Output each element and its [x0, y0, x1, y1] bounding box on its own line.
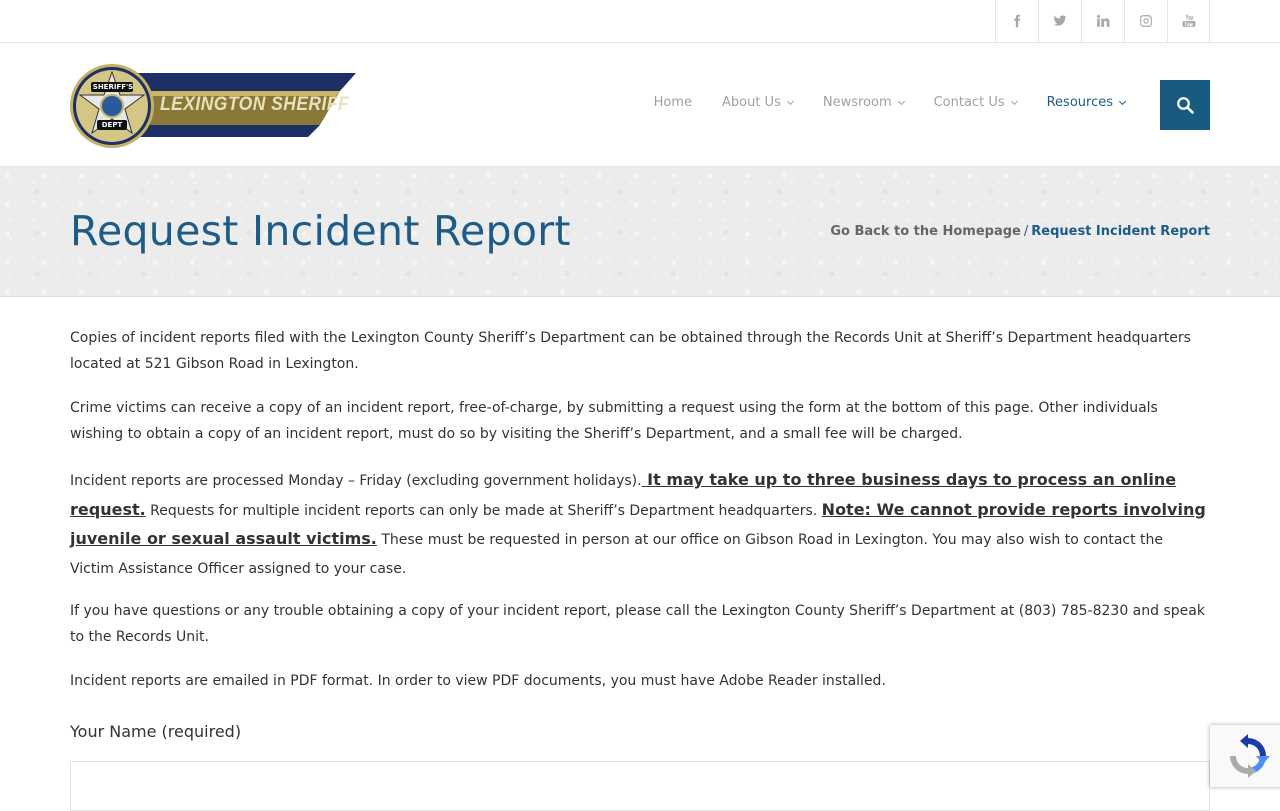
page-title-band — [0, 167, 1280, 297]
processing-text-e: These must be requested in person at our office on Gibson Road in Lexington. You may also wish to contact the Victim Assistance Officer assigned to your case. — [70, 532, 1164, 577]
chevron-down-icon — [787, 97, 794, 104]
twitter-link[interactable] — [1038, 0, 1081, 42]
nav-home[interactable] — [654, 95, 692, 110]
name-input[interactable] — [70, 761, 1210, 811]
name-field-label: Your Name (required) — [70, 722, 242, 741]
search-button[interactable] — [1160, 80, 1210, 130]
site-header — [0, 43, 1280, 167]
breadcrumb-current: Request Incident Report — [1031, 224, 1210, 239]
youtube-link[interactable] — [1167, 0, 1210, 42]
paragraph-pdf: Incident reports are emailed in PDF format. In order to view PDF documents, you must have Adobe Reader installed. — [70, 673, 886, 689]
nav-resources-label: Resources — [1046, 95, 1113, 110]
nav-resources[interactable] — [1047, 95, 1125, 110]
breadcrumb-home-link[interactable]: Go Back to the Homepage — [830, 224, 1021, 239]
nav-home-label: Home — [653, 95, 692, 110]
linkedin-link[interactable] — [1081, 0, 1124, 42]
logo-badge-top-text: SHERIFF'S — [92, 83, 134, 91]
social-links — [995, 0, 1210, 42]
search-icon — [1176, 96, 1194, 114]
paragraph-processing — [70, 466, 1210, 583]
paragraph-victims: Crime victims can receive a copy of an incident report, free-of-charge, by submitting a request using the form at the bottom of this page. Other individuals wishing to obtain a copy of an incident report, must do so by visiting the Sheriff’s Department, and a small fee will be charged. — [70, 400, 1158, 442]
instagram-link[interactable] — [1124, 0, 1167, 42]
chevron-down-icon — [1011, 97, 1018, 104]
facebook-icon — [1010, 14, 1024, 28]
nav-newsroom[interactable] — [823, 95, 904, 110]
juvenile-note: Note: We cannot provide reports involving juvenile or sexual assault victims. — [70, 499, 1206, 548]
site-logo[interactable] — [70, 63, 358, 149]
main-content — [70, 326, 1210, 714]
top-bar — [0, 0, 1280, 43]
nav-newsroom-label: Newsroom — [822, 95, 892, 110]
instagram-icon — [1139, 14, 1153, 28]
nav-about-us[interactable] — [722, 95, 793, 110]
page-title: Request Incident Report — [70, 207, 571, 255]
facebook-link[interactable] — [995, 0, 1038, 42]
linkedin-icon — [1096, 14, 1110, 28]
chevron-down-icon — [1119, 97, 1126, 104]
main-nav — [654, 95, 1125, 110]
nav-about-us-label: About Us — [721, 95, 781, 110]
twitter-icon — [1053, 14, 1067, 28]
youtube-icon — [1182, 14, 1196, 28]
nav-contact-us[interactable] — [934, 95, 1017, 110]
processing-text-c: Requests for multiple incident reports can only be made at Sheriff’s Department headquarters. — [145, 502, 822, 519]
nav-contact-us-label: Contact Us — [933, 95, 1005, 110]
processing-text-a: Incident reports are processed Monday – Friday (excluding government holidays). — [70, 473, 642, 489]
paragraph-intro: Copies of incident reports filed with the Lexington County Sheriff’s Department can be obtained through the Records Unit at Sheriff’s Department headquarters located at 521 Gibson Road in Lexington. — [70, 330, 1191, 372]
paragraph-questions: If you have questions or any trouble obtaining a copy of your incident report, please call the Lexington County Sheriff’s Department at (803) 785-8230 and speak to the Records Unit. — [70, 603, 1205, 645]
logo-badge-bottom-text: DEPT — [101, 121, 123, 129]
recaptcha-icon — [1226, 734, 1270, 778]
logo-wordmark: LEXINGTON SHERIFF — [160, 94, 350, 115]
breadcrumb-separator: / — [1023, 224, 1029, 239]
breadcrumb — [830, 224, 1210, 239]
recaptcha-badge[interactable] — [1210, 725, 1280, 787]
processing-time-notice: It may take up to three business days to process an online request. — [70, 470, 1177, 519]
chevron-down-icon — [898, 97, 905, 104]
